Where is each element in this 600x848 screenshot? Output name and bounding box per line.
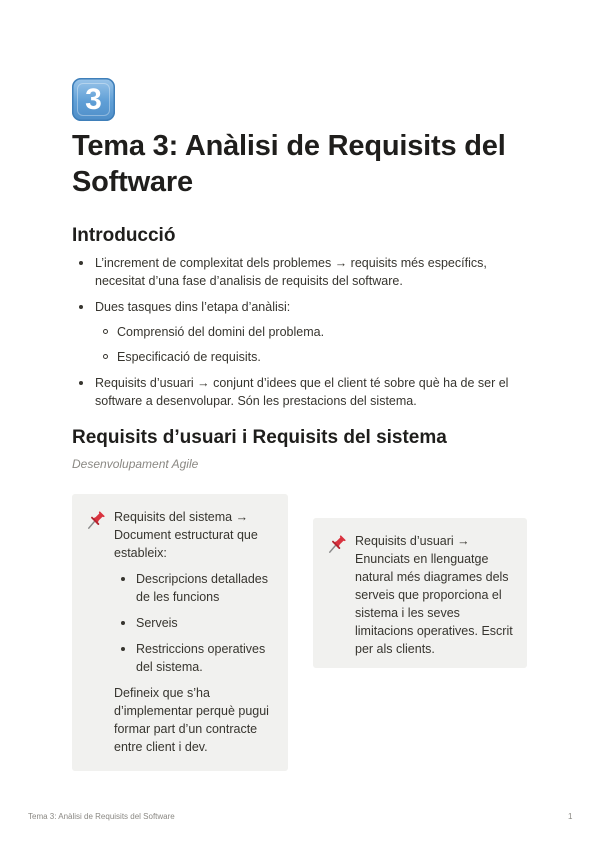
callout-intro-text: Requisits del sistema → Document estructurat que estableix: xyxy=(114,510,258,560)
footer-page-number: 1 xyxy=(568,812,573,821)
callout-user-requirements xyxy=(313,518,527,668)
footer-title: Tema 3: Anàlisi de Requisits del Software xyxy=(28,812,175,821)
bullet-text: Requisits d’usuari → conjunt d’idees que el client té sobre què ha de ser el software a desenvolupar. Són les prestacions del sistema. xyxy=(95,376,509,408)
list-item xyxy=(72,254,532,290)
sub-list-item: Especificació de requisits. xyxy=(95,348,532,366)
bullet-text: Dues tasques dins l’etapa d’anàlisi: xyxy=(95,300,291,314)
page-title: Tema 3: Anàlisi de Requisits del Software xyxy=(72,130,506,198)
callout-text: Requisits d’usuari → Enunciats en llenguatge natural més diagrames dels serveis que proporciona el sistema i les seves limitacions operatives. Escrit per als clients. xyxy=(355,534,513,656)
bullet-text: L’increment de complexitat dels problemes → requisits més específics, necesitat d’una fase d’analisis de requisits del software. xyxy=(95,256,487,288)
list-item: Serveis xyxy=(114,614,274,632)
sub-bullet-list xyxy=(95,323,532,366)
keycap-3-icon xyxy=(72,78,115,121)
section-subtitle: Desenvolupament Agile xyxy=(72,457,199,471)
pushpin-icon xyxy=(86,508,108,530)
list-item xyxy=(72,374,532,410)
list-item: Restriccions operatives del sistema. xyxy=(114,640,274,676)
callout-system-requirements xyxy=(72,494,288,771)
pushpin-icon xyxy=(327,532,349,554)
callout-bullet-list xyxy=(114,570,274,676)
list-item: Descripcions detallades de les funcions xyxy=(114,570,274,606)
badge-digit: 3 xyxy=(85,82,102,116)
list-item xyxy=(72,298,532,366)
callout-outro-text: Defineix que s’ha d’implementar perquè pugui formar part d’un contracte entre client i dev. xyxy=(114,686,269,754)
section-heading-requirements: Requisits d’usuari i Requisits del sistema xyxy=(72,427,447,448)
sub-list-item: Comprensió del domini del problema. xyxy=(95,323,532,341)
intro-bullet-list xyxy=(72,254,532,418)
section-heading-intro: Introducció xyxy=(72,225,176,246)
